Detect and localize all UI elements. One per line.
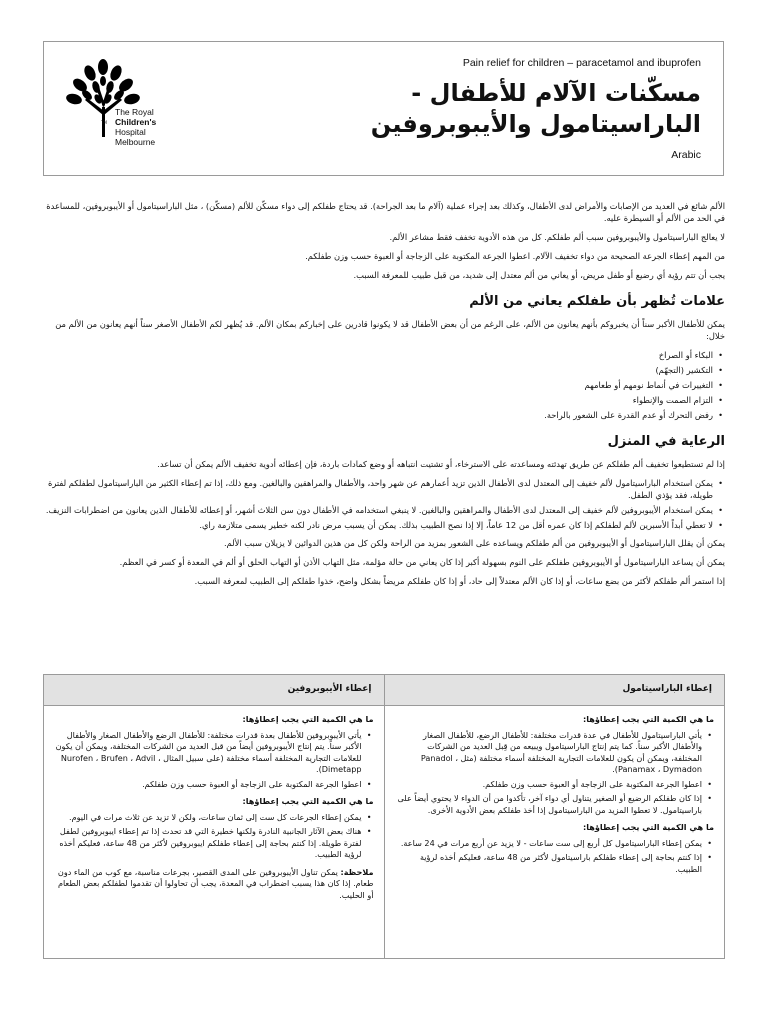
list-item: • رفض التحرك أو عدم القدرة على الشعور بالراحة. — [45, 409, 713, 421]
ibuprofen-note — [54, 867, 374, 902]
signs-list — [45, 349, 725, 421]
ibuprofen-column-header: إعطاء الأيبوبروفين — [44, 675, 385, 706]
signs-heading: علامات تُظهر بأن طفلكم يعاني من الألم — [469, 294, 725, 309]
list-item: • التزام الصمت والإنطواء — [45, 394, 713, 406]
list-item: • البكاء أو الصراخ — [45, 349, 713, 361]
home-care-paragraph-2: يمكن أن يساعد الباراسيتامول أو الأيبوبروفين طفلكم على النوم بسهولة أكبر إذا كان يعاني من حالة مؤلمة، مثل التهاب الأذن أو التهاب الحلق أو ألم في المعدة أو كسر في العظم. — [119, 557, 725, 567]
intro-paragraph-3: من المهم إعطاء الجرعة الصحيحة من دواء تخفيف الآلام. اعطوا الجرعة المكتوبة على الزجاجة أو العبوة حسب وزن طفلكم. — [305, 251, 725, 261]
list-item: • اعطوا الجرعة المكتوبة على الزجاجة أو العبوة حسب وزن طفلكم. — [54, 779, 362, 791]
list-item: • إذا كان طفلكم الرضيع أو الصغير يتناول أي دواء آخر، تأكدوا من أن الدواء لا يحتوي أيضاً على باراسيتامول. لا تعطوا المزيد من الباراسيتامول إذا أخذ طفلكم بعض الأدوية الأخرى. — [395, 793, 703, 816]
home-care-list — [45, 477, 725, 531]
list-item: • يأتي الباراسيتامول للأطفال في عدة قدرات مختلفة: للأطفال الرضع، للأطفال الصغار والأطفال الأكبر سناً. كما يتم إنتاج الباراسيتامول ويبيعه من قِبل العديد من الشركات المختلفة، ويمكن أن يكون للعلامات التجارية المختلفة أسماء مختلفة (مثل Panadol ، Panamax ، Dymadon). — [395, 730, 703, 776]
list-item: • يمكن استخدام الأيبوبروفين لألم خفيف إلى المعتدل لدى الأطفال والمراهقين والبالغين. لا ينبغي استخدامه في الأطفال دون سن الثلاث أشهر، أو إعطائه للأطفال الذين يعانون من اضطرابات النزيف. — [45, 504, 713, 516]
list-item: • إذا كنتم بحاجة إلى إعطاء طفلكم باراسيتامول لأكثر من 48 ساعة، فعليكم أخذه لرؤية الطبيب. — [395, 852, 703, 875]
intro-paragraph-2: لا يعالج الباراسيتامول والأيبوبروفين سبب ألم طفلكم. كل من هذه الأدوية تخفف فقط مشاعر الألم. — [389, 232, 725, 242]
paracetamol-column-header: إعطاء الباراسيتامول — [384, 675, 725, 706]
logo-line-2: Children's — [115, 117, 157, 127]
list-item: • لا تعطي أبداً الأسبرين لألم لطفلكم إذا كان عمره أقل من 12 عاماً، إلا إذا نصح الطبيب بذلك. يمكن أن يسبب مرض نادر لكنه خطير يسمى متلازمة راي. — [45, 519, 713, 531]
dosage-table — [43, 674, 725, 959]
note-label: ملاحظة: — [340, 866, 374, 877]
list-item: • يمكن إعطاء الباراسيتامول كل أربع إلى ست ساعات - لا يزيد عن أربع مرات في 24 ساعة. — [395, 838, 703, 850]
paracetamol-question-1: ما هي الكمية التي يجب إعطاؤها: — [583, 714, 714, 724]
main-content — [45, 200, 725, 594]
ibuprofen-list-2 — [54, 812, 374, 861]
ibuprofen-cell — [44, 706, 385, 959]
list-item: • يمكن استخدام الباراسيتامول لألم خفيف إلى المعتدل لدى الأطفال الذين تزيد أعمارهم عن شهر واحد، والأطفال والمراهقين والبالغين. ومع ذلك، إذا تم إعطاء الكثير من الباراسيتامول لطفلكم لفترة طويلة، فقد يؤذي الطفل. — [45, 477, 713, 501]
subtitle-english: Pain relief for children – paracetamol and ibuprofen — [462, 57, 701, 69]
home-care-heading: الرعاية في المنزل — [607, 434, 725, 449]
paracetamol-question-2: ما هي الكمية التي يجب إعطاؤها: — [583, 822, 714, 832]
note-text: يمكن تناول الأيبوبروفين على المدى القصير، بجرعات مناسبة، مع كوب من الماء دون طعام. إذا كان هذا يسبب اضطراب في المعدة، يجب أن تحاولوا أن تقدموا لطفلكم بعض الطعام أو الحليب. — [57, 866, 374, 900]
home-care-text: إذا لم تستطيعوا تخفيف ألم طفلكم عن طريق تهدئته ومساعدته على الاسترخاء، أو تشتيت انتباهه أو وضع كمادات باردة، فإن إعطائه أدوية تخفيف الألم يمكن أن تساعد. — [157, 459, 725, 469]
ibuprofen-question-2: ما هي الكمية التي يجب إعطاؤها: — [242, 796, 374, 806]
intro-paragraph-4: يجب أن تتم رؤية أي رضيع أو طفل مريض، أو يعاني من ألم معتدل إلى شديد، من قبل طبيب للمعرفة السبب. — [353, 270, 725, 280]
home-care-paragraph-1: يمكن أن يقلل الباراسيتامول أو الأيبوبروفين من ألم طفلكم ويساعده على الشعور بمزيد من الراحة ولكن كل من هذين الدوائين لا يزيلان سبب الألم. — [223, 538, 725, 548]
paracetamol-list-2 — [395, 838, 715, 876]
list-item: • التكشير (التجهّم) — [45, 364, 713, 376]
list-item: • اعطوا الجرعة المكتوبة على الزجاجة أو العبوة حسب وزن طفلكم. — [395, 779, 703, 791]
list-item: • يأتي الأيبوبروفين للأطفال بعدة قدرات مختلفة: للأطفال الرضع والأطفال الصغار والأطفال الأكبر سناً. يتم إنتاج الأيبوبروفين أيضاً من قبل العديد من الشركات المختلفة، ويمكن أن يكون للعلامات التجارية المختلفة أسماء مختلفة (على سبيل المثال Nurofen ، Brufen ، Advil ، Dimetapp). — [54, 730, 362, 776]
ibuprofen-list-1 — [54, 730, 374, 791]
paracetamol-list-1 — [395, 730, 715, 817]
logo-text — [115, 107, 156, 147]
trademark: TM — [101, 120, 107, 125]
list-item: • التغييرات في أنماط نومهم أو طعامهم — [45, 379, 713, 391]
page-title: مسكّنات الآلام للأطفال - الباراسيتامول والأيبوبروفين — [370, 79, 701, 138]
language-label: Arabic — [671, 149, 701, 161]
ibuprofen-question-1: ما هي الكمية التي يجب إعطاؤها: — [242, 714, 374, 724]
logo-line-1: The Royal — [115, 107, 154, 117]
signs-text: يمكن للأطفال الأكبر سناً أن يخبروكم بأنهم يعانون من الألم، على الرغم من أن بعض الأطفال قد لا يكونوا قادرين على إخباركم بمكان الألم. قد يُظهر لكم الأطفال الأصغر سناً أنهم يعانون من الألم من خلال: — [55, 319, 725, 341]
intro-paragraph-1: الألم شائع في العديد من الإصابات والأمراض لدى الأطفال، وكذلك بعد إجراء عملية (آلام ما بعد الجراحة). قد يحتاج طفلكم إلى دواء مسكّن للألم (مسكّن) ، مثل الباراسيتامول أو الأيبوبروفين، للمساعدة في الحد من الألم أو السيطرة عليه. — [46, 201, 725, 223]
list-item: • يمكن إعطاء الجرعات كل ست إلى ثمان ساعات، ولكن لا تزيد عن ثلاث مرات في اليوم. — [54, 812, 362, 824]
logo-line-4: Melbourne — [115, 137, 156, 147]
home-care-paragraph-3: إذا استمر ألم طفلكم لأكثر من بضع ساعات، أو إذا كان الألم معتدلاً إلى حاد، أو إذا كان طفلكم مريضاً بشكل واضح، خذوا طفلكم إلى الطبيب لمعرفة السبب. — [194, 576, 725, 586]
logo-line-3: Hospital — [115, 127, 146, 137]
paracetamol-cell — [384, 706, 725, 959]
list-item: • هناك بعض الآثار الجانبية النادرة ولكنها خطيرة التي قد تحدث إذا تم إعطاء ايبوبروفين لطفل لفترة طويلة. إذا كنتم بحاجة إلى إعطاء طفلكم ايبوبروفين لأكثر من 48 ساعة، فعليكم أخذه لرؤية الطبيب. — [54, 826, 362, 861]
